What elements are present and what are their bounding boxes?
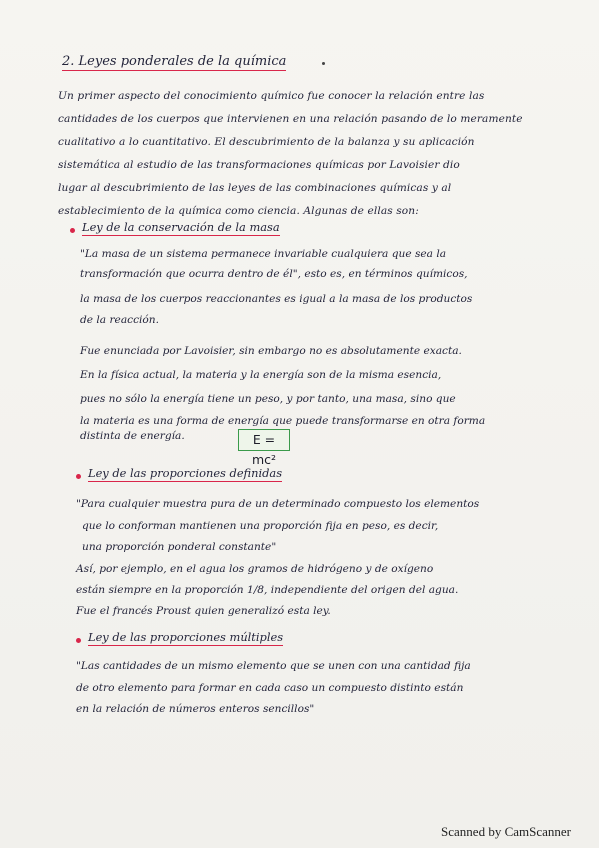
section-line: que lo conforman mantienen una proporción fija en peso, es decir, — [82, 520, 439, 532]
section-heading-conservation: Ley de la conservación de la masa — [82, 220, 280, 234]
section-line: la materia es una forma de energía que puede transformarse en otra forma — [80, 415, 486, 427]
section-line: En la física actual, la materia y la energía son de la misma esencia, — [80, 369, 442, 381]
section-line: Fue el francés Proust quien generalizó esta ley. — [76, 605, 331, 617]
intro-line-2: cantidades de los cuerpos que intervienen en una relación pasando de lo meramente — [58, 113, 523, 125]
section-line: de otro elemento para formar en cada caso un compuesto distinto están — [76, 682, 464, 694]
bullet-dot — [76, 474, 81, 479]
section-line: Fue enunciada por Lavoisier, sin embargo no es absolutamente exacta. — [80, 345, 462, 357]
section-heading-definite-proportions: Ley de las proporciones definidas — [88, 466, 283, 480]
section-line: "Para cualquier muestra pura de un determinado compuesto los elementos — [76, 498, 480, 510]
section-line: en la relación de números enteros sencillos" — [76, 703, 315, 715]
intro-line-4: sistemática al estudio de las transformaciones químicas por Lavoisier dio — [58, 159, 460, 171]
section-line: Así, por ejemplo, en el agua los gramos de hidrógeno y de oxígeno — [76, 563, 434, 575]
section-line: pues no sólo la energía tiene un peso, y por tanto, una masa, sino que — [80, 393, 456, 405]
section-line: "Las cantidades de un mismo elemento que se unen con una cantidad fija — [76, 660, 471, 672]
bullet-dot — [70, 228, 75, 233]
bullet-dot — [76, 638, 81, 643]
section-line: una proporción ponderal constante" — [82, 541, 277, 553]
section-heading-multiple-proportions: Ley de las proporciones múltiples — [88, 630, 284, 644]
intro-line-6: establecimiento de la química como ciencia. Algunas de ellas son: — [58, 205, 419, 217]
section-line: transformación que ocurra dentro de él", esto es, en términos químicos, — [80, 268, 468, 280]
section-line: "La masa de un sistema permanece invariable cualquiera que sea la — [80, 248, 447, 260]
intro-line-5: lugar al descubrimiento de las leyes de las combinaciones químicas y al — [58, 182, 452, 194]
intro-line-3: cualitativo a lo cuantitativo. El descubrimiento de la balanza y su aplicación — [58, 136, 475, 148]
section-line: están siempre en la proporción 1/8, independiente del origen del agua. — [76, 584, 459, 596]
formula-box: E = mc² — [238, 429, 290, 451]
camscanner-watermark: Scanned by CamScanner — [441, 824, 571, 839]
ink-dot — [322, 62, 325, 65]
page-title: 2. Leyes ponderales de la química — [62, 54, 287, 69]
section-line: de la reacción. — [80, 314, 159, 326]
section-line: distinta de energía. — [80, 430, 185, 442]
section-line: la masa de los cuerpos reaccionantes es igual a la masa de los productos — [80, 293, 473, 305]
intro-line-1: Un primer aspecto del conocimiento químico fue conocer la relación entre las — [58, 90, 485, 102]
